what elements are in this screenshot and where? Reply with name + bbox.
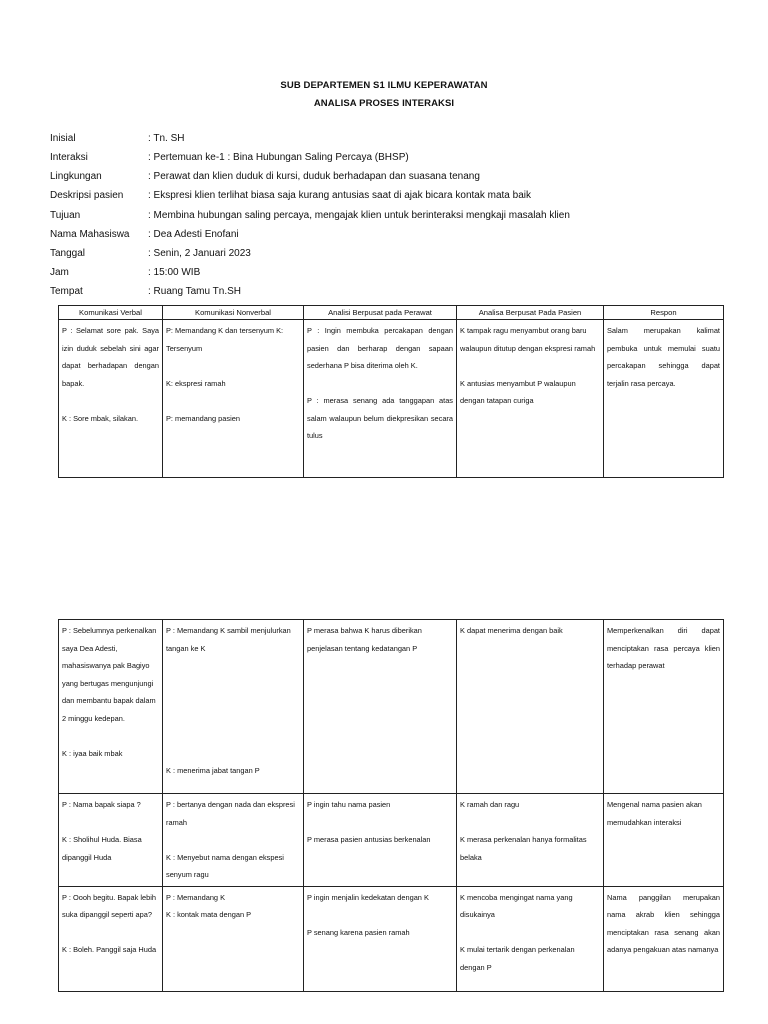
- cell-analisa-pasien: K ramah dan ragu K merasa perkenalan hanya formalitas belaka: [457, 794, 604, 887]
- table-row: [59, 320, 724, 478]
- info-label: Tanggal: [50, 248, 86, 259]
- cell-nonverbal: P : Memandang K K : kontak mata dengan P: [163, 886, 304, 991]
- cell-verbal: P : Sebelumnya perkenalkan saya Dea Adesti, mahasiswanya pak Bagiyo yang bertugas mengunjungi dan membantu bapak dalam 2 minggu kedepan. K : iyaa baik mbak: [59, 620, 163, 794]
- cell-analisa-pasien: K mencoba mengingat nama yang disukainya K mulai tertarik dengan perkenalan dengan P: [457, 886, 604, 991]
- cell-verbal: P : Selamat sore pak. Saya izin duduk sebelah sini agar dapat berhadapan dengan bapak. K : Sore mbak, silakan.: [59, 320, 163, 478]
- info-label: Tujuan: [50, 210, 81, 221]
- cell-analisa-perawat: P ingin tahu nama pasien P merasa pasien antusias berkenalan: [304, 794, 457, 887]
- cell-respon: Nama panggilan merupakan nama akrab klien sehingga menciptakan rasa senang akan adanya pengakuan atas namanya: [604, 886, 724, 991]
- info-label: Nama Mahasiswa: [50, 229, 130, 240]
- info-value: : Senin, 2 Januari 2023: [148, 248, 251, 259]
- info-value: : Tn. SH: [148, 133, 185, 144]
- table-header-row: [59, 306, 724, 320]
- cell-respon: Memperkenalkan diri dapat menciptakan rasa percaya klien terhadap perawat: [604, 620, 724, 794]
- table-row: [59, 794, 724, 887]
- cell-analisa-perawat: P : Ingin membuka percakapan dengan pasien dan berharap dengan sapaan sederhana P bisa diterima oleh K. P : merasa senang ada tanggapan atas salam walaupun belum diekpresikan secara tulus: [304, 320, 457, 478]
- info-value: : Perawat dan klien duduk di kursi, duduk berhadapan dan suasana tenang: [148, 171, 480, 182]
- header-respon: Respon: [604, 306, 724, 320]
- cell-analisa-pasien: K dapat menerima dengan baik: [457, 620, 604, 794]
- cell-respon: Salam merupakan kalimat pembuka untuk memulai suatu percakapan sehingga dapat terjalin rasa percaya.: [604, 320, 724, 478]
- header-komunikasi-nonverbal: Komunikasi Nonverbal: [163, 306, 304, 320]
- info-label: Jam: [50, 267, 69, 278]
- patient-info-block: [50, 133, 730, 303]
- cell-nonverbal: P: Memandang K dan tersenyum K: Tersenyum K: ekspresi ramah P: memandang pasien: [163, 320, 304, 478]
- cell-nonverbal: P : bertanya dengan nada dan ekspresi ramah K : Menyebut nama dengan ekspesi senyum ragu: [163, 794, 304, 887]
- interaction-table-1: [58, 305, 724, 478]
- cell-nonverbal: P : Memandang K sambil menjulurkan tangan ke K K : menerima jabat tangan P: [163, 620, 304, 794]
- info-label: Lingkungan: [50, 171, 102, 182]
- cell-verbal: P : Oooh begitu. Bapak lebih suka dipanggil seperti apa? K : Boleh. Panggil saja Huda: [59, 886, 163, 991]
- cell-verbal: P : Nama bapak siapa ? K : Sholihul Huda. Biasa dipanggil Huda: [59, 794, 163, 887]
- table-row: [59, 886, 724, 991]
- info-value: : 15:00 WIB: [148, 267, 201, 278]
- info-label: Inisial: [50, 133, 76, 144]
- document-title: SUB DEPARTEMEN S1 ILMU KEPERAWATAN: [280, 80, 488, 91]
- document-subtitle: ANALISA PROSES INTERAKSI: [313, 98, 455, 109]
- header-analisa-pasien: Analisa Berpusat Pada Pasien: [457, 306, 604, 320]
- info-label: Interaksi: [50, 152, 88, 163]
- cell-analisa-pasien: K tampak ragu menyambut orang baru walaupun ditutup dengan ekspresi ramah K antusias menyambut P walaupun dengan tatapan curiga: [457, 320, 604, 478]
- cell-analisa-perawat: P merasa bahwa K harus diberikan penjelasan tentang kedatangan P: [304, 620, 457, 794]
- interaction-table-2: [58, 619, 724, 992]
- info-value: : Ekspresi klien terlihat biasa saja kurang antusias saat di ajak bicara kontak mata baik: [148, 190, 531, 201]
- cell-respon: Mengenal nama pasien akan memudahkan interaksi: [604, 794, 724, 887]
- info-value: : Membina hubungan saling percaya, mengajak klien untuk berinteraksi mengkaji masalah klien: [148, 210, 570, 221]
- info-value: : Pertemuan ke-1 : Bina Hubungan Saling Percaya (BHSP): [148, 152, 409, 163]
- info-value: : Dea Adesti Enofani: [148, 229, 239, 240]
- info-label: Tempat: [50, 286, 83, 297]
- cell-analisa-perawat: P ingin menjalin kedekatan dengan K P senang karena pasien ramah: [304, 886, 457, 991]
- table-row: [59, 620, 724, 794]
- header-analisa-perawat: Analisi Berpusat pada Perawat: [304, 306, 457, 320]
- info-value: : Ruang Tamu Tn.SH: [148, 286, 242, 297]
- header-komunikasi-verbal: Komunikasi Verbal: [59, 306, 163, 320]
- info-label: Deskripsi pasien: [50, 190, 124, 201]
